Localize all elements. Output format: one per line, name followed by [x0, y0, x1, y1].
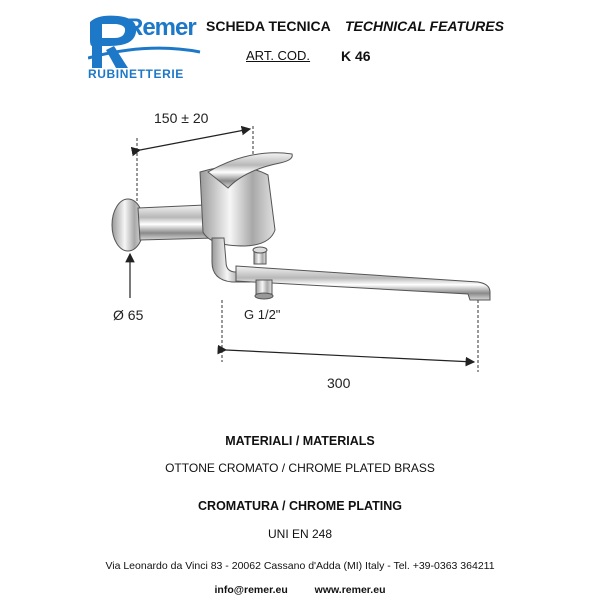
article-label: ART. COD.: [246, 48, 311, 63]
plating-text: UNI EN 248: [267, 527, 333, 541]
dim-top-arrow: [140, 129, 250, 150]
footer-address: Via Leonardo da Vinci 83 - 20062 Cassano d'Adda (MI) Italy - Tel. +39-0363 364211: [105, 560, 495, 572]
dim-length-arrow: [226, 350, 474, 362]
brand-name: Remer: [126, 14, 196, 41]
outlet-connector: [256, 280, 272, 294]
materials-title: MATERIALI / MATERIALS: [225, 434, 375, 448]
dim-diameter-label: Ø 65: [113, 307, 144, 323]
plating-title: CROMATURA / CHROME PLATING: [198, 499, 402, 513]
dim-length-label: 300: [327, 375, 351, 391]
long-spout: [236, 266, 490, 300]
footer-contacts: [0, 580, 600, 598]
dimension-guides: [137, 126, 478, 372]
materials-text: OTTONE CROMATO / CHROME PLATED BRASS: [165, 461, 435, 475]
article-code: K 46: [341, 48, 371, 64]
footer-email[interactable]: info@remer.eu: [214, 584, 288, 596]
title-italian: SCHEDA TECNICA: [206, 18, 331, 34]
title-english: TECHNICAL FEATURES: [345, 18, 504, 34]
dim-top-label: 150 ± 20: [154, 110, 209, 126]
dim-thread-label: G 1/2": [244, 307, 281, 322]
brand-subtitle: RUBINETTERIE: [88, 67, 184, 81]
footer-website[interactable]: www.remer.eu: [314, 584, 386, 596]
